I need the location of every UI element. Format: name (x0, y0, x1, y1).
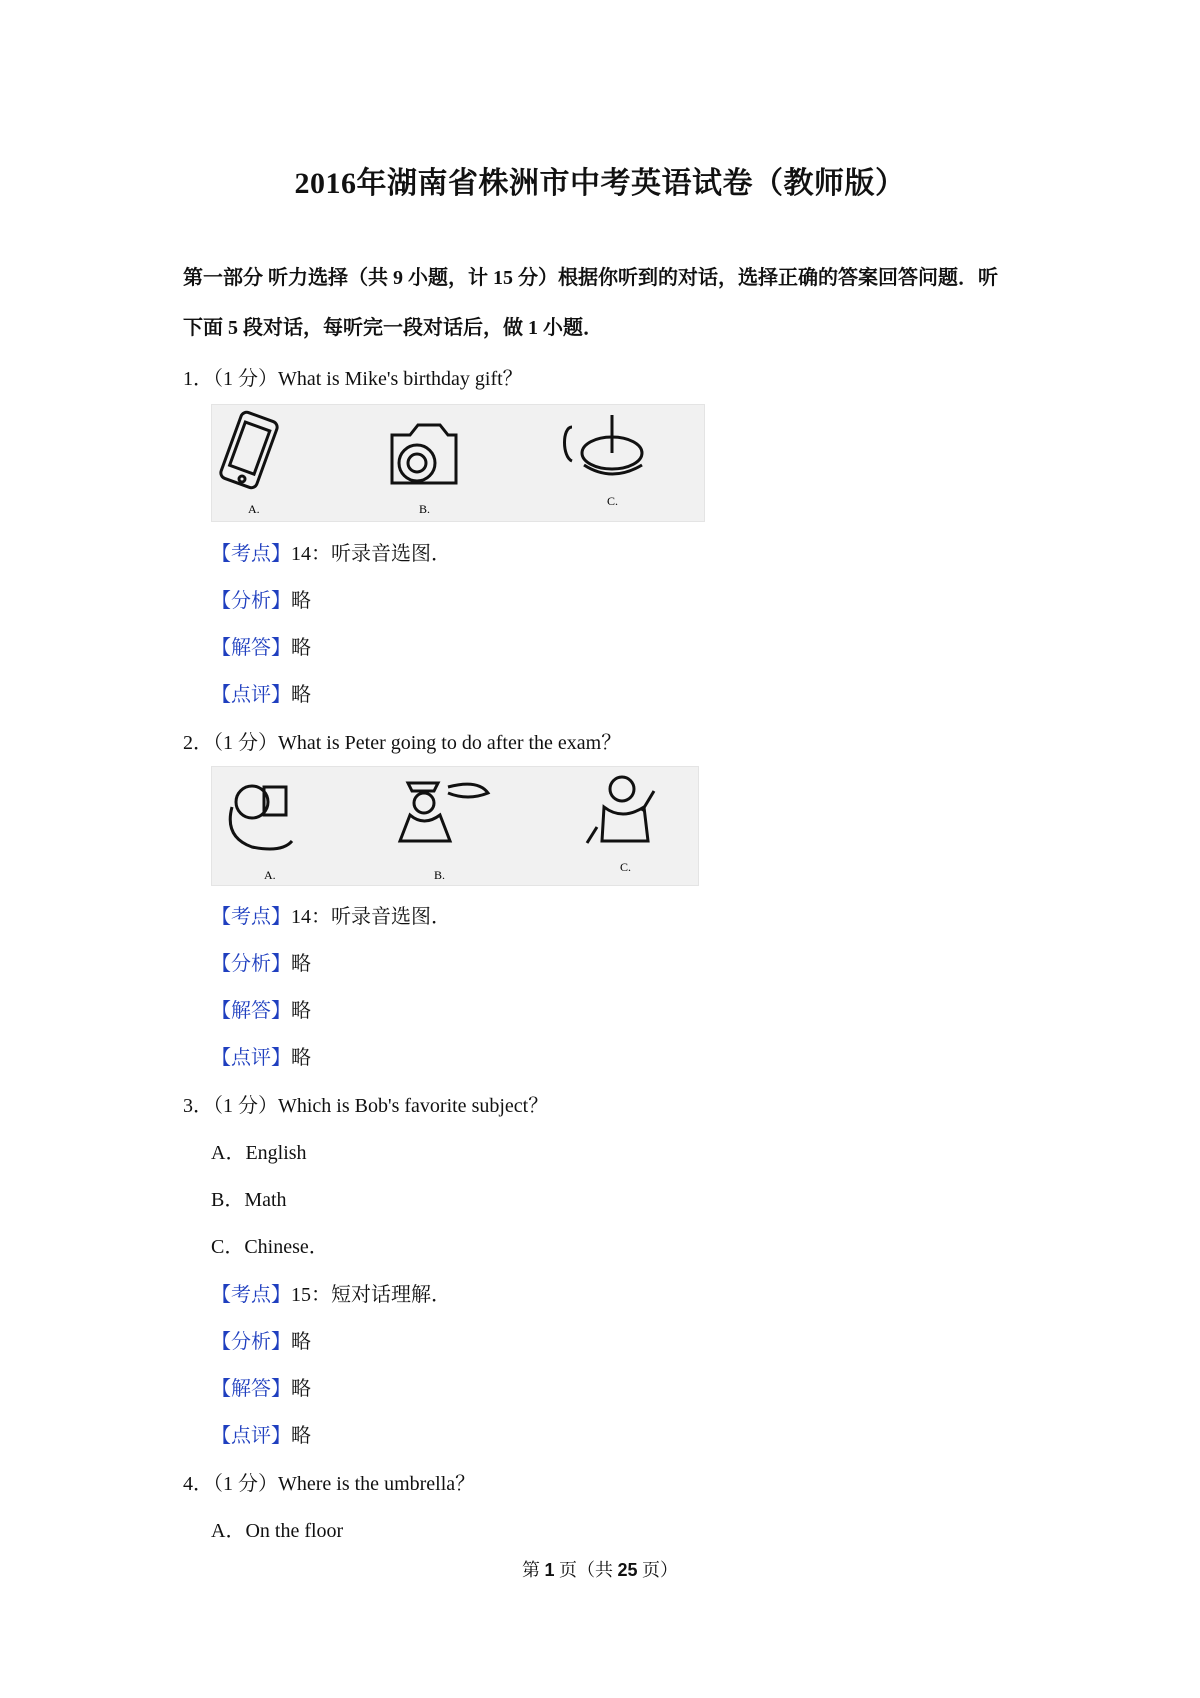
fenxi-text: 略 (291, 1331, 311, 1353)
jieda-text: 略 (291, 1378, 311, 1400)
question-1-figure (211, 404, 705, 522)
q3-fenxi (211, 1325, 311, 1354)
jieda-tag: 【解答】 (211, 1000, 291, 1022)
fenxi-text: 略 (291, 590, 311, 612)
q2-jieda (211, 994, 311, 1023)
kaodian-tag: 【考点】 (211, 906, 291, 928)
dianping-tag: 【点评】 (211, 1425, 291, 1447)
jieda-text: 略 (291, 1000, 311, 1022)
fenxi-tag: 【分析】 (211, 590, 291, 612)
q2-kaodian (211, 900, 451, 929)
footer-total-pages: 25 (617, 1560, 638, 1580)
q2-fenxi (211, 947, 311, 976)
dianping-text: 略 (291, 684, 311, 706)
figure-1-label-b: B. (419, 502, 431, 516)
question-2-figure (211, 766, 699, 886)
q1-fenxi (211, 584, 311, 613)
kaodian-text: 15：短对话理解． (291, 1284, 451, 1306)
figure-2-label-c: C. (620, 860, 632, 874)
figure-1-label-c: C. (607, 494, 619, 508)
jieda-tag: 【解答】 (211, 637, 291, 659)
dianping-text: 略 (291, 1425, 311, 1447)
page-footer (0, 1556, 1200, 1582)
jieda-tag: 【解答】 (211, 1378, 291, 1400)
footer-suffix: 页） (637, 1560, 679, 1580)
fenxi-tag: 【分析】 (211, 1331, 291, 1353)
q4-option-a: A．On the floor (211, 1520, 344, 1542)
question-3-stem: 3．（1 分）Which is Bob's favorite subject？ (183, 1095, 549, 1117)
q3-option-a: A．English (211, 1142, 307, 1164)
footer-page-number: 1 (544, 1560, 555, 1580)
question-1-stem: 1．（1 分）What is Mike's birthday gift？ (183, 368, 523, 390)
camera-icon (392, 425, 456, 483)
bicycle-lock-icon (565, 415, 643, 474)
dianping-tag: 【点评】 (211, 1047, 291, 1069)
question-2-stem: 2．（1 分）What is Peter going to do after the exam？ (183, 732, 622, 754)
question-4-stem: 4．（1 分）Where is the umbrella？ (183, 1473, 476, 1495)
kaodian-text: 14：听录音选图． (291, 543, 451, 565)
section-line-1: 第一部分 听力选择（共 9 小题，计 15 分）根据你听到的对话，选择正确的答案回答问题．听 (183, 267, 998, 289)
jieda-text: 略 (291, 637, 311, 659)
q3-dianping (211, 1419, 311, 1448)
q3-option-b: B．Math (211, 1189, 287, 1211)
section-instructions (183, 253, 1043, 353)
dianping-text: 略 (291, 1047, 311, 1069)
dianping-tag: 【点评】 (211, 684, 291, 706)
kaodian-tag: 【考点】 (211, 1284, 291, 1306)
figure-2-label-a: A. (264, 868, 276, 882)
q1-dianping (211, 678, 311, 707)
q2-dianping (211, 1041, 311, 1070)
kaodian-tag: 【考点】 (211, 543, 291, 565)
reading-person-icon (230, 786, 292, 849)
section-line-2: 下面 5 段对话，每听完一段对话后，做 1 小题． (183, 317, 603, 339)
q1-kaodian (211, 537, 451, 566)
q3-option-c: C．Chinese． (211, 1236, 329, 1258)
footer-prefix: 第 (521, 1560, 545, 1580)
q3-kaodian (211, 1278, 451, 1307)
figure-2-label-b: B. (434, 868, 446, 882)
page-title: 2016年湖南省株洲市中考英语试卷（教师版） (294, 167, 906, 200)
kaodian-text: 14：听录音选图． (291, 906, 451, 928)
fenxi-text: 略 (291, 953, 311, 975)
figure-1-label-a: A. (248, 502, 260, 516)
traveling-person-icon (400, 783, 488, 841)
q1-jieda (211, 631, 311, 660)
footer-middle: 页（共 (554, 1560, 618, 1580)
musician-icon (587, 777, 654, 843)
phone-icon (219, 411, 279, 490)
q3-jieda (211, 1372, 311, 1401)
fenxi-tag: 【分析】 (211, 953, 291, 975)
